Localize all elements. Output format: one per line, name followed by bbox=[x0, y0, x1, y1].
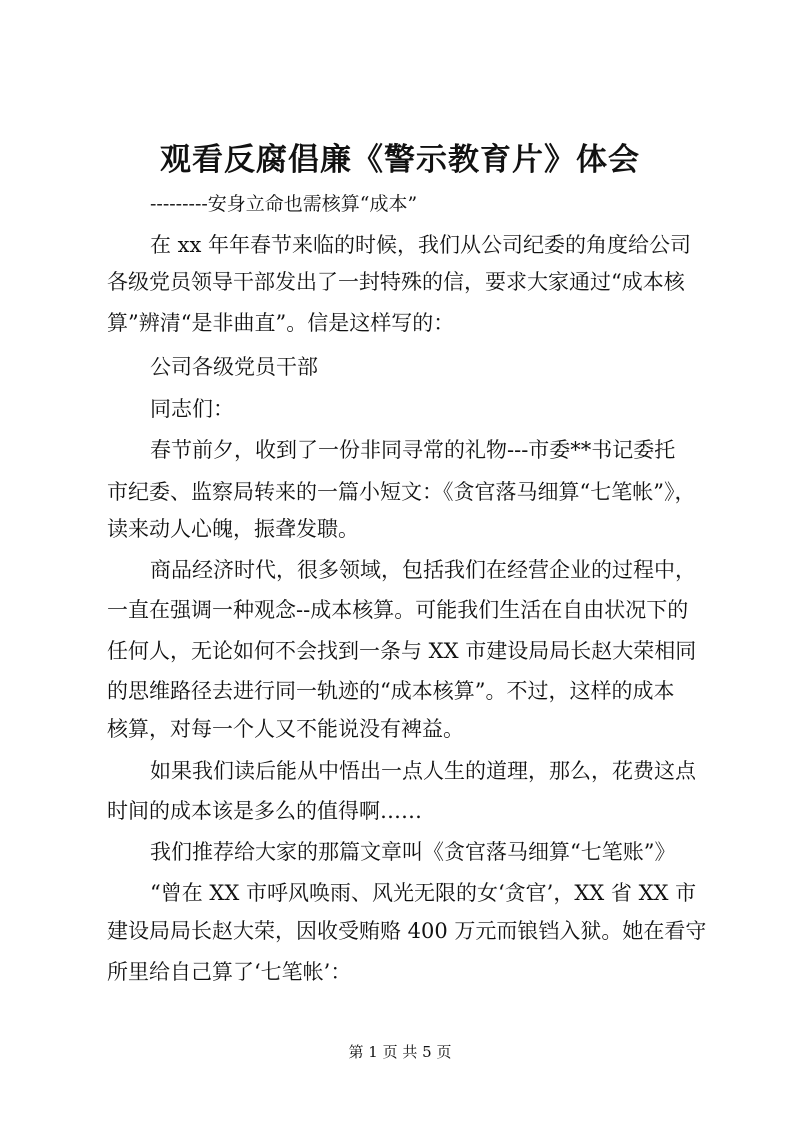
paragraph-line: 算”辨清“是非曲直”。信是这样写的： bbox=[107, 311, 455, 335]
paragraph-line: 各级党员领导干部发出了一封特殊的信，要求大家通过“成本核 bbox=[107, 270, 685, 294]
paragraph-line: 市纪委、监察局转来的一篇小短文：《贪官落马细算“七笔帐”》， bbox=[107, 480, 696, 504]
paragraph-line: 同志们： bbox=[150, 397, 234, 421]
document-title: 观看反腐倡廉《警示教育片》体会 bbox=[160, 142, 640, 178]
paragraph-line: 如果我们读后能从中悟出一点人生的道理，那么，花费这点 bbox=[150, 759, 696, 783]
paragraph-line: 任何人，无论如何不会找到一条与 XX 市建设局局长赵大荣相同 bbox=[107, 639, 697, 663]
paragraph-line: 春节前夕，收到了一份非同寻常的礼物---市委**书记委托 bbox=[150, 438, 676, 462]
page-number-footer: 第 1 页 共 5 页 bbox=[348, 1043, 452, 1061]
paragraph-line: 读来动人心魄，振聋发聩。 bbox=[107, 517, 359, 541]
paragraph-line: 核算，对每一个人又不能说没有裨益。 bbox=[107, 717, 464, 741]
paragraph-line: 所里给自己算了‘七笔帐’： bbox=[107, 960, 352, 984]
paragraph-line: 商品经济时代，很多领域，包括我们在经营企业的过程中， bbox=[150, 558, 696, 582]
paragraph-line: 的思维路径去进行同一轨迹的“成本核算”。不过，这样的成本 bbox=[107, 679, 675, 703]
paragraph-line: 在 xx 年年春节来临的时候，我们从公司纪委的角度给公司 bbox=[150, 233, 692, 257]
paragraph-line: 公司各级党员干部 bbox=[150, 355, 318, 379]
document-subtitle: ---------安身立命也需核算“成本” bbox=[150, 193, 418, 215]
paragraph-line: 我们推荐给大家的那篇文章叫《贪官落马细算“七笔账”》 bbox=[150, 840, 676, 864]
paragraph-line: 一直在强调一种观念--成本核算。可能我们生活在自由状况下的 bbox=[107, 598, 689, 622]
paragraph-line: 建设局局长赵大荣，因收受贿赂 400 万元而锒铛入狱。她在看守 bbox=[107, 919, 707, 943]
paragraph-line: “曾在 XX 市呼风唤雨、风光无限的女‘贪官’，XX 省 XX 市 bbox=[150, 881, 697, 905]
paragraph-line: 时间的成本该是多么的值得啊…… bbox=[107, 799, 422, 823]
